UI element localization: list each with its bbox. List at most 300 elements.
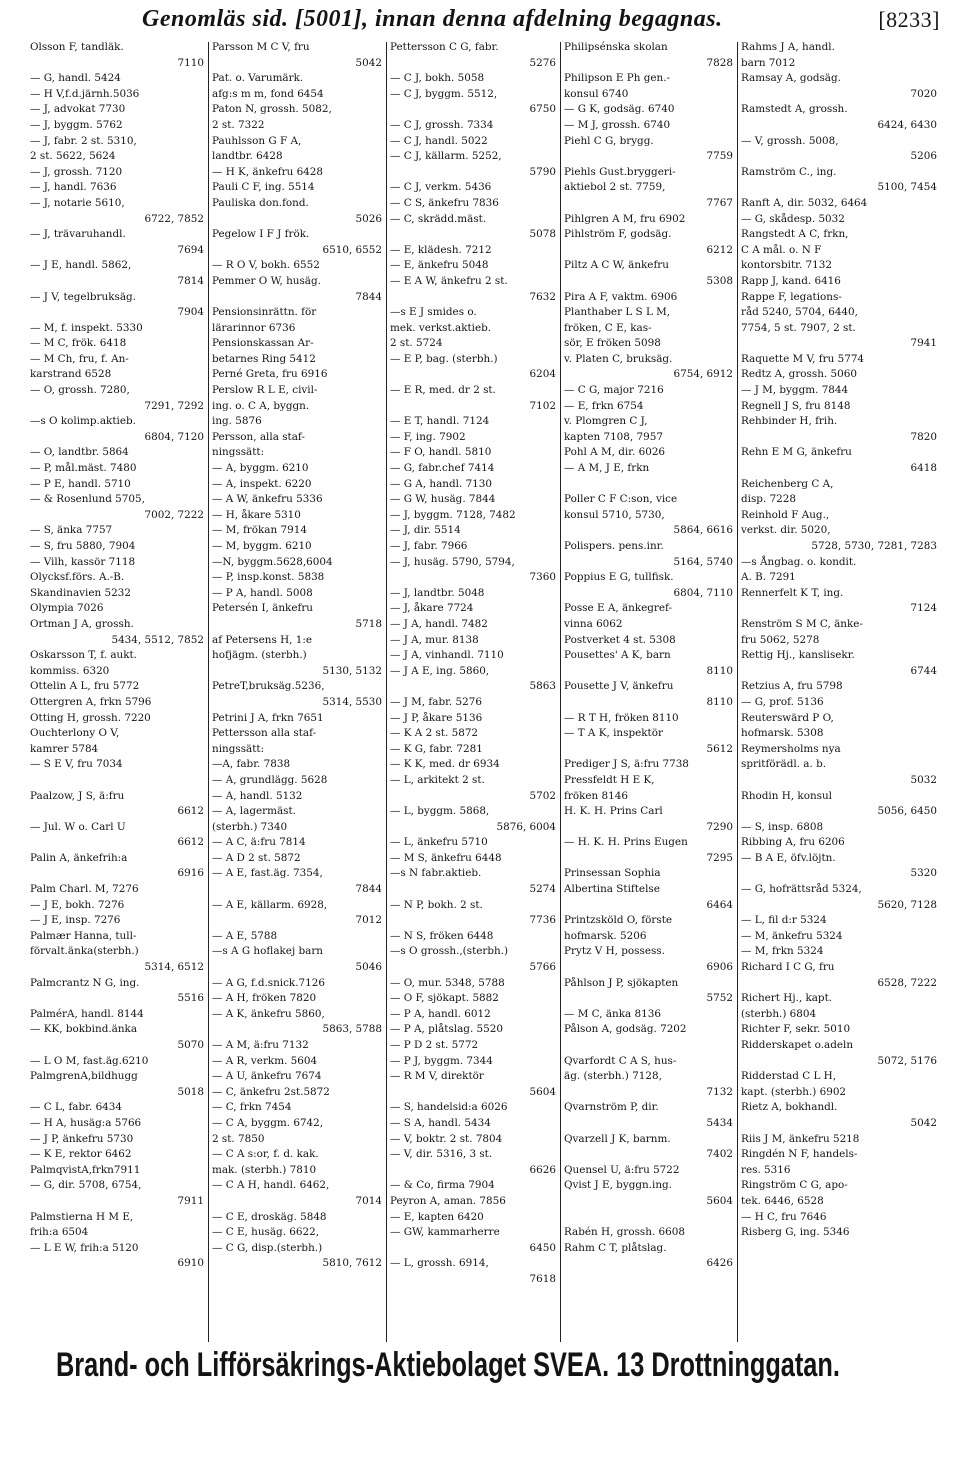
directory-entry-line: frih:a 6504 bbox=[30, 1226, 89, 1239]
directory-entry-line: PetreT,bruksäg.5236, bbox=[212, 680, 325, 693]
directory-entry-line: — P D 2 st. 5772 bbox=[390, 1039, 479, 1051]
directory-entry-line: Rangstedt A C, frkn, bbox=[741, 228, 849, 241]
directory-entry-line: Paalzow, J S, ä:fru bbox=[30, 789, 125, 802]
directory-entry-line: — P J, byggm. 7344 bbox=[390, 1054, 493, 1067]
directory-entry-line: betarnes Ring 5412 bbox=[212, 352, 316, 365]
directory-entry-line: — J, notarie 5610, bbox=[30, 196, 125, 209]
directory-entry-line: — M Ch, fru, f. An- bbox=[30, 352, 129, 365]
directory-entry-line: Pressfeldt H E K, bbox=[564, 773, 655, 786]
directory-entry-line: Ortman J A, grossh. bbox=[30, 617, 134, 630]
directory-entry-line: 5434, 5512, 7852 bbox=[111, 633, 204, 646]
directory-entry-line: 7904 bbox=[177, 306, 204, 319]
directory-entry-line: — G K, godsäg. 6740 bbox=[564, 103, 675, 116]
directory-entry-line: Poller C F C:son, vice bbox=[564, 493, 678, 506]
directory-entry-line: 5314, 5530 bbox=[322, 695, 382, 708]
directory-entry-line: — H. K. H. Prins Eugen bbox=[564, 836, 688, 849]
directory-entry-line: Pauli C F, ing. 5514 bbox=[212, 181, 315, 194]
directory-entry-line: af Petersens H, 1:e bbox=[212, 633, 313, 646]
directory-entry-line: 5612 bbox=[706, 742, 733, 755]
directory-entry-line: Prytz V H, possess. bbox=[564, 945, 665, 958]
directory-entry-line: — C G, major 7216 bbox=[564, 384, 664, 397]
directory-entry-line: 5078 bbox=[529, 228, 556, 241]
directory-entry-line: kamrer 5784 bbox=[30, 742, 99, 755]
directory-entry-line: — J V, tegelbruksäg. bbox=[30, 290, 136, 303]
directory-entry-line: — J, åkare 7724 bbox=[390, 602, 474, 615]
directory-entry-line: 7618 bbox=[529, 1272, 556, 1285]
directory-entry-line: —s A G hoflakej barn bbox=[212, 945, 323, 958]
directory-entry-line: 5274 bbox=[529, 883, 556, 896]
directory-entry-line: — A, inspekt. 6220 bbox=[212, 477, 312, 490]
directory-entry-line: 5026 bbox=[355, 212, 382, 225]
directory-entry-line: Raquette M V, fru 5774 bbox=[741, 352, 865, 365]
directory-entry-line: Albertina Stiftelse bbox=[564, 883, 660, 896]
directory-entry-line: förvalt.änka(sterbh.) bbox=[30, 945, 139, 958]
directory-entry-line: Pensionsinrättn. för bbox=[212, 306, 317, 319]
directory-entry-line: — G W, husäg. 7844 bbox=[390, 493, 496, 506]
directory-entry-line: Rietz A, bokhandl. bbox=[741, 1101, 838, 1114]
directory-entry-line: Ottergren A, frkn 5796 bbox=[30, 695, 152, 708]
directory-entry-line: 5752 bbox=[706, 992, 733, 1005]
directory-entry-line: 5314, 6512 bbox=[144, 961, 204, 974]
directory-entry-line: 5130, 5132 bbox=[322, 664, 382, 677]
directory-entry-line: karstrand 6528 bbox=[30, 368, 112, 381]
directory-entry-line: —A, fabr. 7838 bbox=[212, 758, 291, 771]
directory-entry-line: — S A, handl. 5434 bbox=[390, 1116, 491, 1129]
directory-entry-line: — M, f. inspekt. 5330 bbox=[30, 321, 143, 334]
directory-entry-line: — A D 2 st. 5872 bbox=[212, 851, 301, 864]
directory-entry-line: mak. (sterbh.) 7810 bbox=[212, 1163, 317, 1176]
directory-entry-line: Reymersholms nya bbox=[741, 742, 841, 755]
page-header bbox=[30, 6, 940, 36]
directory-entry-line: 7402 bbox=[706, 1148, 733, 1161]
directory-entry-line: v. Platen C, bruksäg. bbox=[564, 352, 673, 365]
directory-entry-line: Ranft A, dir. 5032, 6464 bbox=[741, 196, 868, 209]
directory-entry-line: 6910 bbox=[177, 1257, 204, 1270]
directory-entry-line: Rettig Hj., kanslisekr. bbox=[741, 649, 855, 662]
directory-entry-line: 5320 bbox=[910, 867, 937, 880]
directory-entry-line: — M, frkn 5324 bbox=[741, 945, 824, 958]
directory-entry-line: — J, dir. 5514 bbox=[390, 524, 461, 537]
directory-entry-line: 7911 bbox=[177, 1194, 204, 1207]
directory-entry-line: Reuterswärd P O, bbox=[741, 711, 834, 724]
directory-entry-line: 5876, 6004 bbox=[496, 820, 556, 833]
directory-entry-line: — H C, fru 7646 bbox=[741, 1210, 827, 1223]
directory-entry-line: — M C, änka 8136 bbox=[564, 1007, 661, 1020]
directory-entry-line: Pat. o. Varumärk. bbox=[212, 72, 304, 85]
directory-entry-line: — KK, bokbind.änka bbox=[30, 1023, 138, 1036]
directory-entry-line: — C J, grossh. 7334 bbox=[390, 118, 494, 131]
directory-entry-line: 5042 bbox=[910, 1116, 937, 1129]
directory-entry-line: Qvist J E, byggn.ing. bbox=[564, 1179, 672, 1192]
directory-entry-line: — P, insp.konst. 5838 bbox=[212, 571, 325, 584]
directory-entry-line: — E P, bag. (sterbh.) bbox=[390, 352, 498, 365]
directory-entry-line: — J E, bokh. 7276 bbox=[30, 898, 125, 911]
directory-entry-line: 7759 bbox=[706, 150, 733, 163]
directory-entry-line: Pohl A M, dir. 6026 bbox=[564, 446, 666, 459]
directory-entry-line: — H, åkare 5310 bbox=[212, 508, 301, 521]
directory-entry-line: — G, fabr.chef 7414 bbox=[390, 462, 495, 475]
directory-entry-line: hofmarsk. 5206 bbox=[564, 929, 647, 942]
directory-entry-line: — E, klädesh. 7212 bbox=[390, 243, 492, 256]
column-divider bbox=[737, 42, 738, 1342]
directory-entry-line: ing. 5876 bbox=[212, 415, 262, 428]
directory-entry-line: Renström S M C, änke- bbox=[741, 617, 863, 630]
column-divider bbox=[386, 42, 387, 1342]
directory-entry-line: Rhodin H, konsul bbox=[741, 789, 832, 802]
directory-entry-line: Richard I C G, fru bbox=[741, 961, 835, 974]
directory-entry-line: — O, mur. 5348, 5788 bbox=[390, 976, 505, 989]
directory-entry-line: 7767 bbox=[706, 196, 733, 209]
directory-entry-line: Planthaber L S L M, bbox=[564, 306, 671, 319]
directory-entry-line: 5718 bbox=[355, 617, 382, 630]
directory-entry-line: — A, grundlägg. 5628 bbox=[212, 773, 328, 786]
directory-entry-line: —s Ångbag. o. kondit. bbox=[741, 555, 857, 568]
directory-entry-line: — A R, verkm. 5604 bbox=[212, 1054, 318, 1067]
directory-entry-line: — O F, sjökapt. 5882 bbox=[390, 992, 499, 1005]
directory-entry-line: lärarinnor 6736 bbox=[212, 321, 296, 334]
directory-entry-line: 7110 bbox=[177, 56, 204, 69]
directory-entry-line: — E, frkn 6754 bbox=[564, 399, 644, 412]
directory-entry-line: — F, ing. 7902 bbox=[390, 430, 466, 443]
directory-entry-line: sör, E fröken 5098 bbox=[564, 337, 661, 350]
directory-entry-line: — J A E, ing. 5860, bbox=[390, 664, 490, 677]
directory-entry-line: Reichenberg C A, bbox=[741, 477, 834, 490]
directory-entry-line: Ramstedt A, grossh. bbox=[741, 103, 848, 116]
directory-entry-line: 5516 bbox=[177, 992, 204, 1005]
directory-entry-line: — C L, fabr. 6434 bbox=[30, 1101, 123, 1114]
directory-entry-line: — R T H, fröken 8110 bbox=[564, 711, 679, 724]
directory-entry-line: Palin A, änkefrih:a bbox=[30, 851, 128, 864]
directory-entry-line: 6804, 7120 bbox=[144, 430, 204, 443]
directory-entry-line: — T A K, inspektör bbox=[564, 727, 663, 740]
directory-entry-line: 2 st. 5724 bbox=[390, 337, 443, 350]
directory-entry-line: — A, handl. 5132 bbox=[212, 789, 303, 802]
directory-entry-line: — C A s:or, f. d. kak. bbox=[212, 1148, 319, 1161]
directory-entry-line: (sterbh.) 7340 bbox=[212, 820, 288, 833]
directory-entry-line: — V, dir. 5316, 3 st. bbox=[390, 1148, 493, 1161]
directory-entry-line: — J, fabr. 7966 bbox=[390, 540, 468, 552]
directory-entry-line: — L O M, fast.äg.6210 bbox=[30, 1054, 149, 1067]
directory-entry-line: — S, handelsid:a 6026 bbox=[390, 1101, 508, 1114]
directory-entry-line: Palmær Hanna, tull- bbox=[30, 929, 137, 942]
directory-entry-line: 7002, 7222 bbox=[144, 508, 204, 521]
directory-entry-line: Polispers. pens.inr. bbox=[564, 540, 664, 552]
directory-entry-line: Pira A F, vaktm. 6906 bbox=[564, 290, 678, 303]
directory-entry-line: Ringdén N F, handels- bbox=[741, 1148, 858, 1161]
directory-entry-line: — A, lagermäst. bbox=[212, 805, 296, 818]
directory-entry-line: —s E J smides o. bbox=[390, 306, 477, 319]
directory-entry-line: — Jul. W o. Carl U bbox=[30, 820, 126, 833]
directory-entry-line: Pettersson alla staf- bbox=[212, 727, 317, 740]
directory-entry-line: 5728, 5730, 7281, 7283 bbox=[811, 540, 937, 552]
directory-entry-line: — H V,f.d.järnh.5036 bbox=[30, 87, 140, 100]
directory-entry-line: — J M, fabr. 5276 bbox=[390, 695, 482, 708]
directory-entry-line: Postverket 4 st. 5308 bbox=[564, 633, 676, 646]
directory-entry-line: 6450 bbox=[529, 1241, 556, 1254]
directory-entry-line: — K G, fabr. 7281 bbox=[390, 742, 483, 755]
directory-entry-line: Pauliska don.fond. bbox=[212, 196, 309, 209]
directory-entry-line: 6510, 6552 bbox=[322, 243, 382, 256]
directory-entry-line: — A G, f.d.snick.7126 bbox=[212, 976, 325, 989]
directory-entry-line: — C, änkefru 2st.5872 bbox=[212, 1085, 330, 1098]
directory-entry-line: 8110 bbox=[706, 664, 733, 677]
directory-entry-line: — F O, handl. 5810 bbox=[390, 446, 492, 459]
directory-entry-line: 7844 bbox=[355, 290, 382, 303]
directory-entry-line: 5018 bbox=[177, 1085, 204, 1098]
directory-entry-line: — L E W, frih:a 5120 bbox=[30, 1241, 139, 1254]
directory-entry-line: Prediger J S, ä:fru 7738 bbox=[564, 758, 689, 771]
directory-entry-line: Richter F, sekr. 5010 bbox=[741, 1023, 851, 1036]
directory-entry-line: Philipsénska skolan bbox=[564, 41, 668, 53]
directory-entry-line: ningssätt: bbox=[212, 742, 265, 755]
directory-entry-line: — J A, handl. 7482 bbox=[390, 617, 488, 630]
directory-entry-line: — J, byggm. 5762 bbox=[30, 118, 123, 131]
directory-entry-line: 7132 bbox=[706, 1085, 733, 1098]
directory-entry-line: — L, fil d:r 5324 bbox=[741, 914, 827, 927]
directory-entry-line: 5070 bbox=[177, 1039, 204, 1051]
directory-entry-line: — J A, vinhandl. 7110 bbox=[390, 649, 504, 662]
directory-entry-line: Rahm C T, plåtslag. bbox=[564, 1241, 667, 1254]
directory-entry-line: — L, byggm. 5868, bbox=[390, 805, 490, 818]
directory-entry-line: — & Rosenlund 5705, bbox=[30, 493, 145, 506]
directory-entry-line: hofjägm. (sterbh.) bbox=[212, 649, 307, 662]
directory-entry-line: — G, handl. 5424 bbox=[30, 72, 121, 85]
directory-entry-line: Richert Hj., kapt. bbox=[741, 992, 833, 1005]
directory-entry-line: — K A 2 st. 5872 bbox=[390, 727, 479, 740]
directory-entry-line: — A K, änkefru 5860, bbox=[212, 1007, 325, 1020]
directory-column-3 bbox=[390, 40, 560, 1292]
directory-entry-line: 5032 bbox=[910, 773, 937, 786]
directory-entry-line: — C S, änkefru 7836 bbox=[390, 196, 499, 209]
directory-entry-line: — J, fabr. 2 st. 5310, bbox=[30, 134, 137, 147]
directory-entry-line: — J A, mur. 8138 bbox=[390, 633, 479, 646]
directory-entry-line: — C E, droskäg. 5848 bbox=[212, 1210, 327, 1223]
directory-entry-line: mek. verkst.aktieb. bbox=[390, 321, 492, 334]
directory-entry-line: — C, skrädd.mäst. bbox=[390, 212, 487, 225]
page-title: Genomläs sid. [5001], innan denna afdelning begagnas. bbox=[142, 6, 723, 32]
directory-entry-line: —s O kolimp.aktieb. bbox=[30, 415, 136, 428]
directory-entry-line: 5810, 7612 bbox=[322, 1257, 382, 1270]
advertisement-footer bbox=[56, 1346, 936, 1396]
footer-advert-text: Brand- och Lifförsäkrings-Aktiebolaget SVEA. 13 Drottninggatan. bbox=[56, 1346, 840, 1384]
directory-entry-line: Reinhold F Aug., bbox=[741, 508, 830, 521]
directory-entry-line: — B A E, öfv.löjtn. bbox=[741, 851, 836, 864]
directory-entry-line: — J E, insp. 7276 bbox=[30, 914, 121, 927]
directory-entry-line: — H A, husäg:a 5766 bbox=[30, 1116, 142, 1129]
directory-entry-line: 6612 bbox=[177, 836, 204, 849]
directory-entry-line: C A mål. o. N F bbox=[741, 243, 822, 256]
directory-entry-line: 6424, 6430 bbox=[877, 118, 937, 131]
directory-entry-line: 7941 bbox=[910, 337, 937, 350]
directory-entry-line: — A, byggm. 6210 bbox=[212, 462, 309, 475]
directory-entry-line: ningssätt: bbox=[212, 446, 265, 459]
directory-entry-line: 2 st. 5622, 5624 bbox=[30, 150, 116, 163]
directory-entry-line: fröken, C E, kas- bbox=[564, 321, 652, 334]
directory-entry-line: Ridderskapet o.adeln bbox=[741, 1039, 854, 1051]
directory-entry-line: 5072, 5176 bbox=[877, 1054, 937, 1067]
directory-entry-line: disp. 7228 bbox=[741, 493, 797, 506]
directory-entry-line: —s N fabr.aktieb. bbox=[390, 867, 482, 880]
directory-entry-line: — A E, fast.äg. 7354, bbox=[212, 867, 323, 880]
directory-entry-line: 7828 bbox=[706, 56, 733, 69]
directory-entry-line: Regnell J S, fru 8148 bbox=[741, 399, 851, 412]
directory-entry-line: — GW, kammarherre bbox=[390, 1226, 500, 1239]
directory-entry-line: — J, advokat 7730 bbox=[30, 103, 126, 116]
directory-entry-line: — L, grossh. 6914, bbox=[390, 1257, 489, 1270]
directory-entry-line: — V, grossh. 5008, bbox=[741, 134, 839, 147]
directory-entry-line: Petersén I, änkefru bbox=[212, 602, 313, 615]
directory-entry-line: 6528, 7222 bbox=[877, 976, 937, 989]
directory-entry-line: — A E, källarm. 6928, bbox=[212, 898, 328, 911]
directory-entry-line: — K K, med. dr 6934 bbox=[390, 758, 500, 771]
directory-entry-line: Qvarfordt C A S, hus- bbox=[564, 1054, 677, 1067]
directory-entry-line: 6426 bbox=[706, 1257, 733, 1270]
directory-entry-line: 7295 bbox=[706, 851, 733, 864]
directory-entry-line: Ouchterlony O V, bbox=[30, 727, 120, 740]
directory-entry-line: Påhlson J P, sjökapten bbox=[564, 976, 679, 989]
directory-entry-line: — & Co, firma 7904 bbox=[390, 1179, 495, 1192]
directory-entry-line: 7291, 7292 bbox=[144, 399, 204, 412]
directory-entry-line: — G A, handl. 7130 bbox=[390, 477, 493, 490]
directory-entry-line: — S, fru 5880, 7904 bbox=[30, 540, 136, 552]
directory-entry-line: Ramström C., ing. bbox=[741, 165, 837, 178]
directory-entry-line: 7102 bbox=[529, 399, 556, 412]
directory-entry-line: — S, änka 7757 bbox=[30, 524, 113, 537]
directory-entry-line: 6212 bbox=[706, 243, 733, 256]
directory-entry-line: — L, änkefru 5710 bbox=[390, 836, 488, 849]
directory-entry-line: (sterbh.) 6804 bbox=[741, 1007, 817, 1020]
directory-entry-line: Paton N, grossh. 5082, bbox=[212, 103, 332, 116]
directory-entry-line: 6916 bbox=[177, 867, 204, 880]
directory-entry-line: 5790 bbox=[529, 165, 556, 178]
directory-entry-line: — L, arkitekt 2 st. bbox=[390, 773, 485, 786]
directory-entry-line: — J P, änkefru 5730 bbox=[30, 1132, 134, 1145]
directory-entry-line: — A H, fröken 7820 bbox=[212, 992, 317, 1005]
directory-entry-line: Risberg G, ing. 5346 bbox=[741, 1226, 850, 1239]
directory-entry-line: råd 5240, 5704, 6440, bbox=[741, 306, 858, 319]
directory-entry-line: 5042 bbox=[355, 56, 382, 69]
directory-entry-line: spritförädl. a. b. bbox=[741, 758, 827, 771]
directory-entry-line: — M S, änkefru 6448 bbox=[390, 851, 502, 864]
directory-entry-line: 5164, 5740 bbox=[673, 555, 733, 568]
directory-entry-line: 5206 bbox=[910, 150, 937, 163]
directory-entry-line: — E R, med. dr 2 st. bbox=[390, 384, 496, 397]
directory-entry-line: — V, boktr. 2 st. 7804 bbox=[390, 1132, 503, 1145]
directory-entry-line: 7290 bbox=[706, 820, 733, 833]
directory-entry-line: — C J, handl. 5022 bbox=[390, 134, 488, 147]
directory-entry-line: 6464 bbox=[706, 898, 733, 911]
directory-entry-line: Palmcrantz N G, ing. bbox=[30, 976, 140, 989]
directory-entry-line: — C J, källarm. 5252, bbox=[390, 150, 502, 163]
directory-entry-line: ing. o. C A, byggn. bbox=[212, 399, 310, 412]
directory-entry-line: — A W, änkefru 5336 bbox=[212, 493, 323, 506]
directory-entry-line: Ribbing A, fru 6206 bbox=[741, 836, 845, 849]
directory-entry-line: 6804, 7110 bbox=[673, 586, 733, 599]
directory-entry-line: — J, handl. 7636 bbox=[30, 181, 117, 194]
directory-entry-line: — O, grossh. 7280, bbox=[30, 384, 130, 397]
directory-entry-line: — C J, byggm. 5512, bbox=[390, 87, 498, 100]
directory-entry-line: — G, skådesp. 5032 bbox=[741, 212, 845, 225]
directory-entry-line: — P A, handl. 5008 bbox=[212, 586, 313, 599]
directory-entry-line: Ridderstad C L H, bbox=[741, 1070, 837, 1083]
directory-entry-line: — J, landtbr. 5048 bbox=[390, 586, 485, 599]
directory-entry-line bbox=[30, 773, 208, 789]
directory-entry-line: 6612 bbox=[177, 805, 204, 818]
directory-entry-line: äg. (sterbh.) 7128, bbox=[564, 1070, 662, 1083]
column-divider bbox=[560, 42, 561, 1342]
directory-entry-line: Olsson F, tandläk. bbox=[30, 41, 124, 53]
directory-entry-line: — K E, rektor 6462 bbox=[30, 1148, 132, 1161]
directory-entry-line: —s O grossh.,(sterbh.) bbox=[390, 945, 509, 958]
directory-entry-line: fröken 8146 bbox=[564, 789, 628, 802]
directory-entry-line: konsul 5710, 5730, bbox=[564, 508, 665, 521]
directory-entry-line: Skandinavien 5232 bbox=[30, 586, 131, 599]
directory-entry-line: 6754, 6912 bbox=[673, 368, 733, 381]
directory-entry-line: verkst. dir. 5020, bbox=[741, 524, 831, 537]
directory-entry-line: 6626 bbox=[529, 1163, 556, 1176]
directory-entry-line: 5046 bbox=[355, 961, 382, 974]
directory-entry-line: Pensionskassan Ar- bbox=[212, 337, 314, 350]
directory-entry-line: — H K, änkefru 6428 bbox=[212, 165, 324, 178]
directory-entry-line: — E, änkefru 5048 bbox=[390, 259, 489, 272]
directory-entry-line: 7736 bbox=[529, 914, 556, 927]
directory-entry-line: Pettersson C G, fabr. bbox=[390, 41, 499, 53]
directory-entry-line: Olympia 7026 bbox=[30, 602, 104, 615]
directory-entry-line: Rehn E M G, änkefru bbox=[741, 446, 852, 459]
directory-entry-line: Pemmer O W, husäg. bbox=[212, 274, 321, 287]
directory-entry-line: — J P, åkare 5136 bbox=[390, 711, 483, 724]
directory-entry-line: Pålson A, godsäg. 7202 bbox=[564, 1023, 687, 1036]
directory-entry-line: barn 7012 bbox=[741, 56, 796, 69]
directory-entry-line: 7632 bbox=[529, 290, 556, 303]
directory-entry-line: Pousette J V, änkefru bbox=[564, 680, 674, 693]
directory-entry-line: kapt. (sterbh.) 6902 bbox=[741, 1085, 847, 1098]
directory-entry-line: 6744 bbox=[910, 664, 937, 677]
directory-entry-line: Pegelow I F J frök. bbox=[212, 228, 310, 241]
directory-entry-line: — A U, änkefru 7674 bbox=[212, 1070, 322, 1083]
directory-entry-line: Posse E A, änkegref- bbox=[564, 602, 673, 615]
directory-entry-line: Parsson M C V, fru bbox=[212, 41, 310, 53]
directory-entry-line: — O, landtbr. 5864 bbox=[30, 446, 129, 459]
directory-entry-line: 5100, 7454 bbox=[877, 181, 937, 194]
directory-entry-line: hofmarsk. 5308 bbox=[741, 727, 824, 740]
directory-entry-line: Pousettes' A K, barn bbox=[564, 649, 671, 662]
directory-entry-line: — G, prof. 5136 bbox=[741, 695, 824, 708]
directory-entry-line: Petrini J A, frkn 7651 bbox=[212, 711, 324, 724]
directory-entry-line: Qvarnström P, dir. bbox=[564, 1101, 659, 1114]
directory-entry-line: — J E, handl. 5862, bbox=[30, 259, 132, 272]
directory-entry-line: —N, byggm.5628,6004 bbox=[212, 555, 333, 568]
directory-entry-line: — E T, handl. 7124 bbox=[390, 415, 490, 428]
directory-entry-line: — E A W, änkefru 2 st. bbox=[390, 274, 508, 287]
directory-entry-line: 6750 bbox=[529, 103, 556, 116]
directory-entry-line: landtbr. 6428 bbox=[212, 150, 283, 163]
directory-entry-line: Persson, alla staf- bbox=[212, 430, 305, 443]
directory-column-4 bbox=[564, 40, 737, 1276]
directory-entry-line: res. 5316 bbox=[741, 1163, 791, 1176]
directory-entry-line: — A M, ä:fru 7132 bbox=[212, 1039, 309, 1051]
directory-entry-line: Pauhlsson G F A, bbox=[212, 134, 302, 147]
directory-entry-line: Rabén H, grossh. 6608 bbox=[564, 1226, 685, 1239]
directory-entry-line: — Vilh, kassör 7118 bbox=[30, 555, 136, 568]
directory-entry-line: 8110 bbox=[706, 695, 733, 708]
directory-entry-line: 5604 bbox=[529, 1085, 556, 1098]
directory-entry-line: Pihlström F, godsäg. bbox=[564, 228, 672, 241]
directory-entry-line: — C J, bokh. 5058 bbox=[390, 72, 485, 85]
directory-entry-line: — C, frkn 7454 bbox=[212, 1101, 292, 1114]
page-code: [8233] bbox=[878, 7, 940, 32]
directory-entry-line: Ringström C G, apo- bbox=[741, 1179, 848, 1192]
